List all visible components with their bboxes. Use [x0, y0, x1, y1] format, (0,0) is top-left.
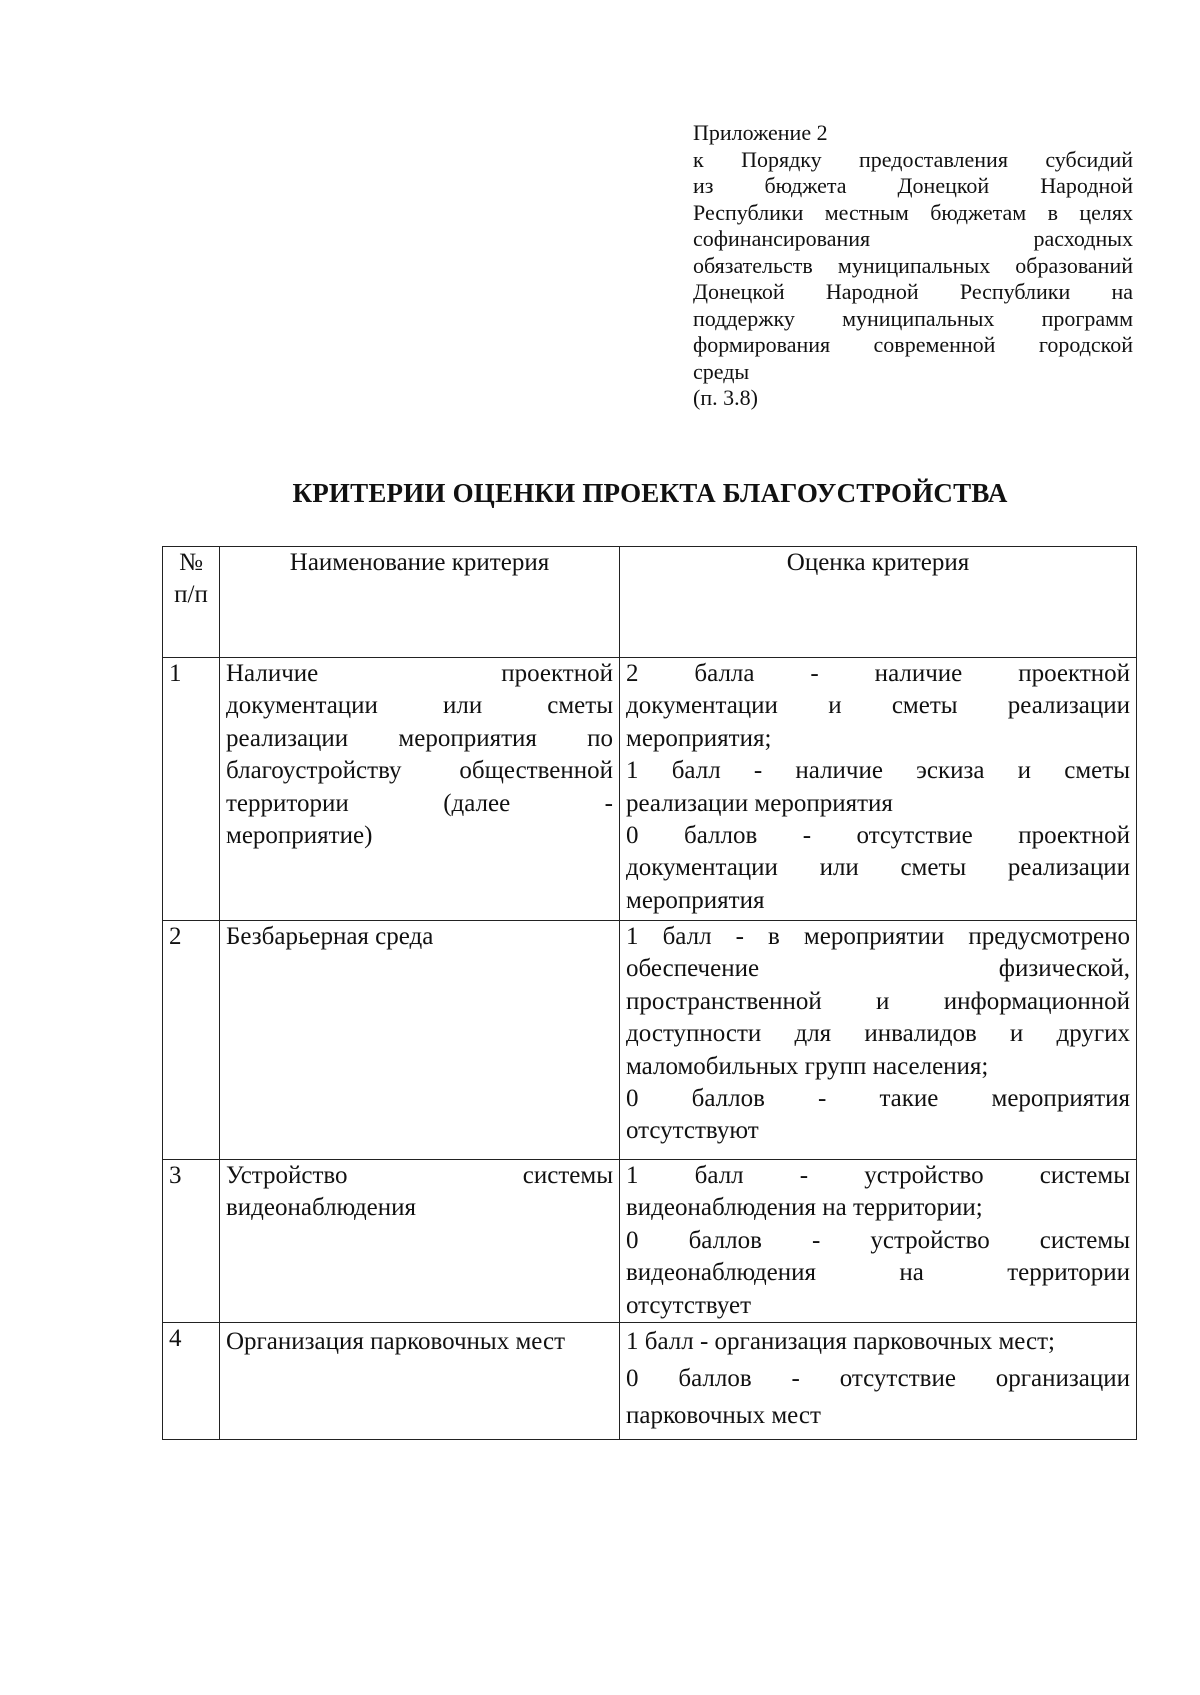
text-line: пространственной и информационной: [626, 987, 1130, 1015]
text-line: видеонаблюдения на территории: [626, 1259, 1130, 1287]
text-line: 0 баллов - отсутствие организации: [626, 1365, 1130, 1393]
text-line: 2 балла - наличие проектной: [626, 660, 1130, 687]
criteria-table: [162, 546, 1137, 1440]
row-number: 2: [163, 921, 220, 1160]
appendix-line: обязательств муниципальных образований: [693, 252, 1133, 278]
text-line: территории (далее -: [226, 789, 613, 817]
header-number-symbol: №: [179, 549, 203, 576]
criterion-name: [220, 921, 620, 1160]
text-line: видеонаблюдения: [226, 1194, 417, 1222]
text-line: Безбарьерная среда: [226, 923, 434, 950]
row-number: 1: [163, 658, 220, 921]
criterion-score: [620, 1323, 1137, 1440]
criterion-name: [220, 658, 620, 921]
text-line: документации или сметы реализации: [626, 854, 1130, 882]
text-line: реализации мероприятия по: [226, 724, 613, 752]
table-row: [163, 921, 1137, 1160]
appendix-line: из бюджета Донецкой Народной: [693, 173, 1133, 198]
header-criterion-score: Оценка критерия: [620, 547, 1137, 658]
header-criterion-name: Наименование критерия: [220, 547, 620, 658]
table-row: [163, 1323, 1137, 1440]
appendix-line: Донецкой Народной Республики на: [693, 279, 1133, 304]
table-header-row: [163, 547, 1137, 658]
appendix-line: поддержку муниципальных программ: [693, 305, 1133, 331]
criterion-score: [620, 921, 1137, 1160]
text-line: Организация парковочных мест: [226, 1328, 566, 1356]
table-row: [163, 1160, 1137, 1323]
text-line: доступности для инвалидов и других: [626, 1020, 1130, 1048]
text-line: 0 баллов - устройство системы: [626, 1226, 1130, 1254]
text-line: мероприятия: [626, 886, 765, 914]
text-line: Устройство системы: [226, 1162, 613, 1189]
criterion-name: [220, 1323, 620, 1440]
text-line: отсутствуют: [626, 1117, 759, 1145]
header-number: [163, 547, 220, 658]
text-line: благоустройству общественной: [226, 757, 613, 785]
text-line: мероприятия;: [626, 724, 772, 752]
text-line: 1 балл - наличие эскиза и сметы: [626, 757, 1130, 785]
text-line: 0 баллов - отсутствие проектной: [626, 822, 1130, 850]
appendix-line: среды: [693, 358, 750, 384]
appendix-line: софинансирования расходных: [693, 226, 1133, 251]
text-line: 1 балл - в мероприятии предусмотрено: [626, 923, 1130, 950]
appendix-line: к Порядку предоставления субсидий: [693, 146, 1133, 172]
text-line: мероприятие): [226, 822, 373, 850]
text-line: реализации мероприятия: [626, 789, 893, 817]
text-line: 0 баллов - такие мероприятия: [626, 1085, 1130, 1113]
text-line: документации или сметы: [226, 692, 613, 720]
row-number: 4: [163, 1323, 220, 1440]
document-title: КРИТЕРИИ ОЦЕНКИ ПРОЕКТА БЛАГОУСТРОЙСТВА: [292, 478, 1008, 508]
text-line: парковочных мест: [626, 1402, 821, 1430]
appendix-line: формирования современной городской: [693, 332, 1133, 357]
criterion-score: [620, 658, 1137, 921]
text-line: обеспечение физической,: [626, 955, 1130, 983]
appendix-line: (п. 3.8): [693, 385, 758, 410]
table-row: [163, 658, 1137, 921]
text-line: отсутствует: [626, 1291, 752, 1319]
text-line: Наличие проектной: [226, 660, 613, 687]
row-number: 3: [163, 1160, 220, 1323]
text-line: документации и сметы реализации: [626, 692, 1130, 720]
text-line: маломобильных групп населения;: [626, 1052, 989, 1080]
appendix-line: Республики местным бюджетам в целях: [693, 199, 1133, 225]
text-line: 1 балл - организация парковочных мест;: [626, 1328, 1055, 1356]
criterion-score: [620, 1160, 1137, 1323]
text-line: видеонаблюдения на территории;: [626, 1194, 983, 1222]
header-number-abbr: п/п: [174, 581, 208, 609]
text-line: 1 балл - устройство системы: [626, 1162, 1130, 1189]
appendix-line: Приложение 2: [693, 120, 828, 145]
criterion-name: [220, 1160, 620, 1323]
appendix-note: [693, 120, 1133, 412]
